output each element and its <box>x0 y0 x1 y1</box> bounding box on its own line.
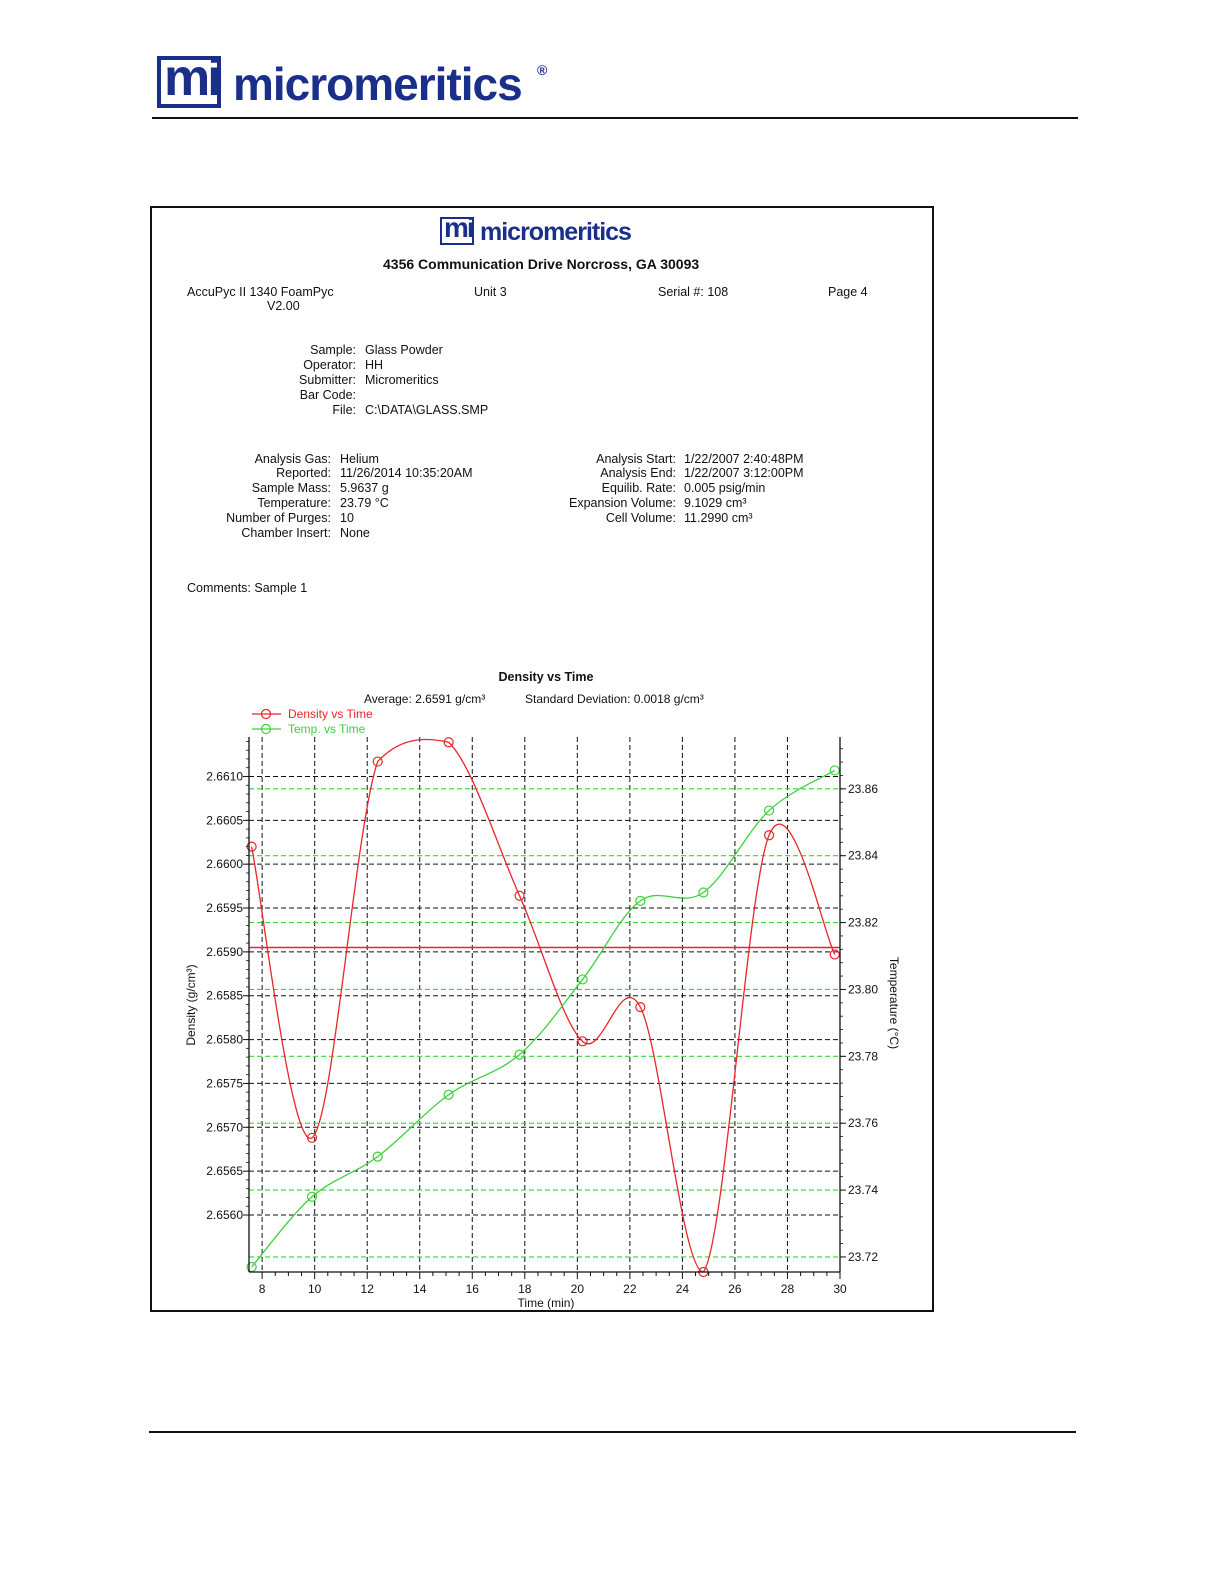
x-tick-label-0: 8 <box>258 1282 266 1296</box>
y2-tick-label-5: 23.82 <box>848 915 879 930</box>
legend-temp-label: Temp. vs Time <box>288 722 366 736</box>
operator-value: HH <box>365 358 384 372</box>
cell-volume-label: Cell Volume: <box>605 511 676 525</box>
file-label: File: <box>332 403 356 417</box>
instrument-version: V2.00 <box>267 299 300 313</box>
x-axis-label: Time (min) <box>517 1296 575 1310</box>
serial-label: Serial #: 108 <box>658 285 729 299</box>
density-series-line <box>252 739 835 1272</box>
sample-mass-label: Sample Mass: <box>251 481 331 495</box>
submitter-value: Micromeritics <box>365 373 439 387</box>
y-tick-label-1: 2.6565 <box>206 1164 243 1179</box>
comments: Comments: Sample 1 <box>187 581 308 595</box>
brand-name: micromeritics <box>233 58 522 110</box>
y-tick-label-5: 2.6585 <box>206 988 243 1003</box>
chart-subtitle-average: Average: 2.6591 g/cm³ <box>364 692 486 706</box>
analysis-gas-value: Helium <box>340 452 379 466</box>
purges-label: Number of Purges: <box>226 511 331 525</box>
x-tick-label-5: 18 <box>518 1282 532 1296</box>
equilib-rate-value: 0.005 psig/min <box>684 481 766 495</box>
y-tick-label-2: 2.6570 <box>206 1120 243 1135</box>
mi-logo-text: mi <box>164 49 219 107</box>
temperature-value: 23.79 °C <box>340 496 389 510</box>
expansion-volume-value: 9.1029 cm³ <box>684 496 747 510</box>
legend-density-label: Density vs Time <box>288 707 373 721</box>
temp-series-line <box>252 770 835 1267</box>
x-tick-label-7: 22 <box>623 1282 637 1296</box>
y2-tick-label-4: 23.80 <box>848 982 879 997</box>
y2-tick-label-3: 23.78 <box>848 1049 879 1064</box>
chamber-insert-label: Chamber Insert: <box>241 526 331 540</box>
x-tick-label-10: 28 <box>780 1282 795 1296</box>
x-tick-label-11: 30 <box>833 1282 847 1296</box>
instrument-name: AccuPyc II 1340 FoamPyc <box>187 285 334 299</box>
y-tick-label-7: 2.6595 <box>206 901 243 916</box>
operator-label: Operator: <box>303 358 356 372</box>
reported-value: 11/26/2014 10:35:20AM <box>340 466 473 480</box>
y-tick-label-10: 2.6610 <box>206 769 243 784</box>
report-address: 4356 Communication Drive Norcross, GA 30093 <box>383 256 700 272</box>
file-value: C:\DATA\GLASS.SMP <box>365 403 489 417</box>
axis-layer <box>206 737 878 1296</box>
chart-title: Density vs Time <box>498 670 594 684</box>
x-tick-label-8: 24 <box>675 1282 690 1296</box>
chart-subtitle-stddev: Standard Deviation: 0.0018 g/cm³ <box>525 692 704 706</box>
y-tick-label-4: 2.6580 <box>206 1032 243 1047</box>
y2-tick-label-6: 23.84 <box>848 848 879 863</box>
legend <box>252 707 373 736</box>
temperature-label: Temperature: <box>257 496 331 510</box>
equilib-rate-label: Equilib. Rate: <box>601 481 676 495</box>
chamber-insert-value: None <box>340 526 370 540</box>
reported-label: Reported: <box>276 466 331 480</box>
analysis-end-value: 1/22/2007 3:12:00PM <box>684 466 804 480</box>
submitter-label: Submitter: <box>299 373 356 387</box>
unit-label: Unit 3 <box>474 285 507 299</box>
analysis-start-label: Analysis Start: <box>596 452 676 466</box>
registered-mark: ® <box>537 62 548 78</box>
bottom-rule <box>149 1431 1076 1433</box>
report-brand-name: micromeritics <box>480 218 631 246</box>
analysis-gas-label: Analysis Gas: <box>254 452 331 466</box>
y2-tick-label-0: 23.72 <box>848 1249 879 1264</box>
x-tick-label-1: 10 <box>307 1282 322 1296</box>
sample-mass-value: 5.9637 g <box>340 481 389 495</box>
y-tick-label-8: 2.6600 <box>206 857 243 872</box>
page-label: Page 4 <box>828 285 868 299</box>
y2-tick-label-1: 23.74 <box>848 1183 879 1198</box>
cell-volume-value: 11.2990 cm³ <box>684 511 753 525</box>
x-tick-label-3: 14 <box>413 1282 427 1296</box>
y-tick-label-0: 2.6560 <box>206 1207 243 1222</box>
series-layer <box>247 738 840 1277</box>
x-tick-label-9: 26 <box>728 1282 742 1296</box>
expansion-volume-label: Expansion Volume: <box>568 496 676 510</box>
analysis-end-label: Analysis End: <box>600 466 676 480</box>
y-tick-label-9: 2.6605 <box>206 813 243 828</box>
x-tick-label-2: 12 <box>360 1282 374 1296</box>
y-axis-label: Density (g/cm³) <box>184 964 198 1046</box>
y2-axis-label: Temperature (°C) <box>887 956 901 1050</box>
purges-value: 10 <box>340 511 354 525</box>
x-tick-label-4: 16 <box>465 1282 479 1296</box>
y2-tick-label-2: 23.76 <box>848 1116 879 1131</box>
x-tick-label-6: 20 <box>570 1282 585 1296</box>
barcode-label: Bar Code: <box>299 388 356 402</box>
y-tick-label-3: 2.6575 <box>206 1076 243 1091</box>
y-tick-label-6: 2.6590 <box>206 944 243 959</box>
report-mi-logo-text: mi <box>444 212 473 243</box>
sample-label: Sample: <box>310 343 356 357</box>
grid-layer <box>249 737 840 1272</box>
analysis-start-value: 1/22/2007 2:40:48PM <box>684 452 804 466</box>
y2-tick-label-7: 23.86 <box>848 781 879 796</box>
sample-value: Glass Powder <box>365 343 443 357</box>
